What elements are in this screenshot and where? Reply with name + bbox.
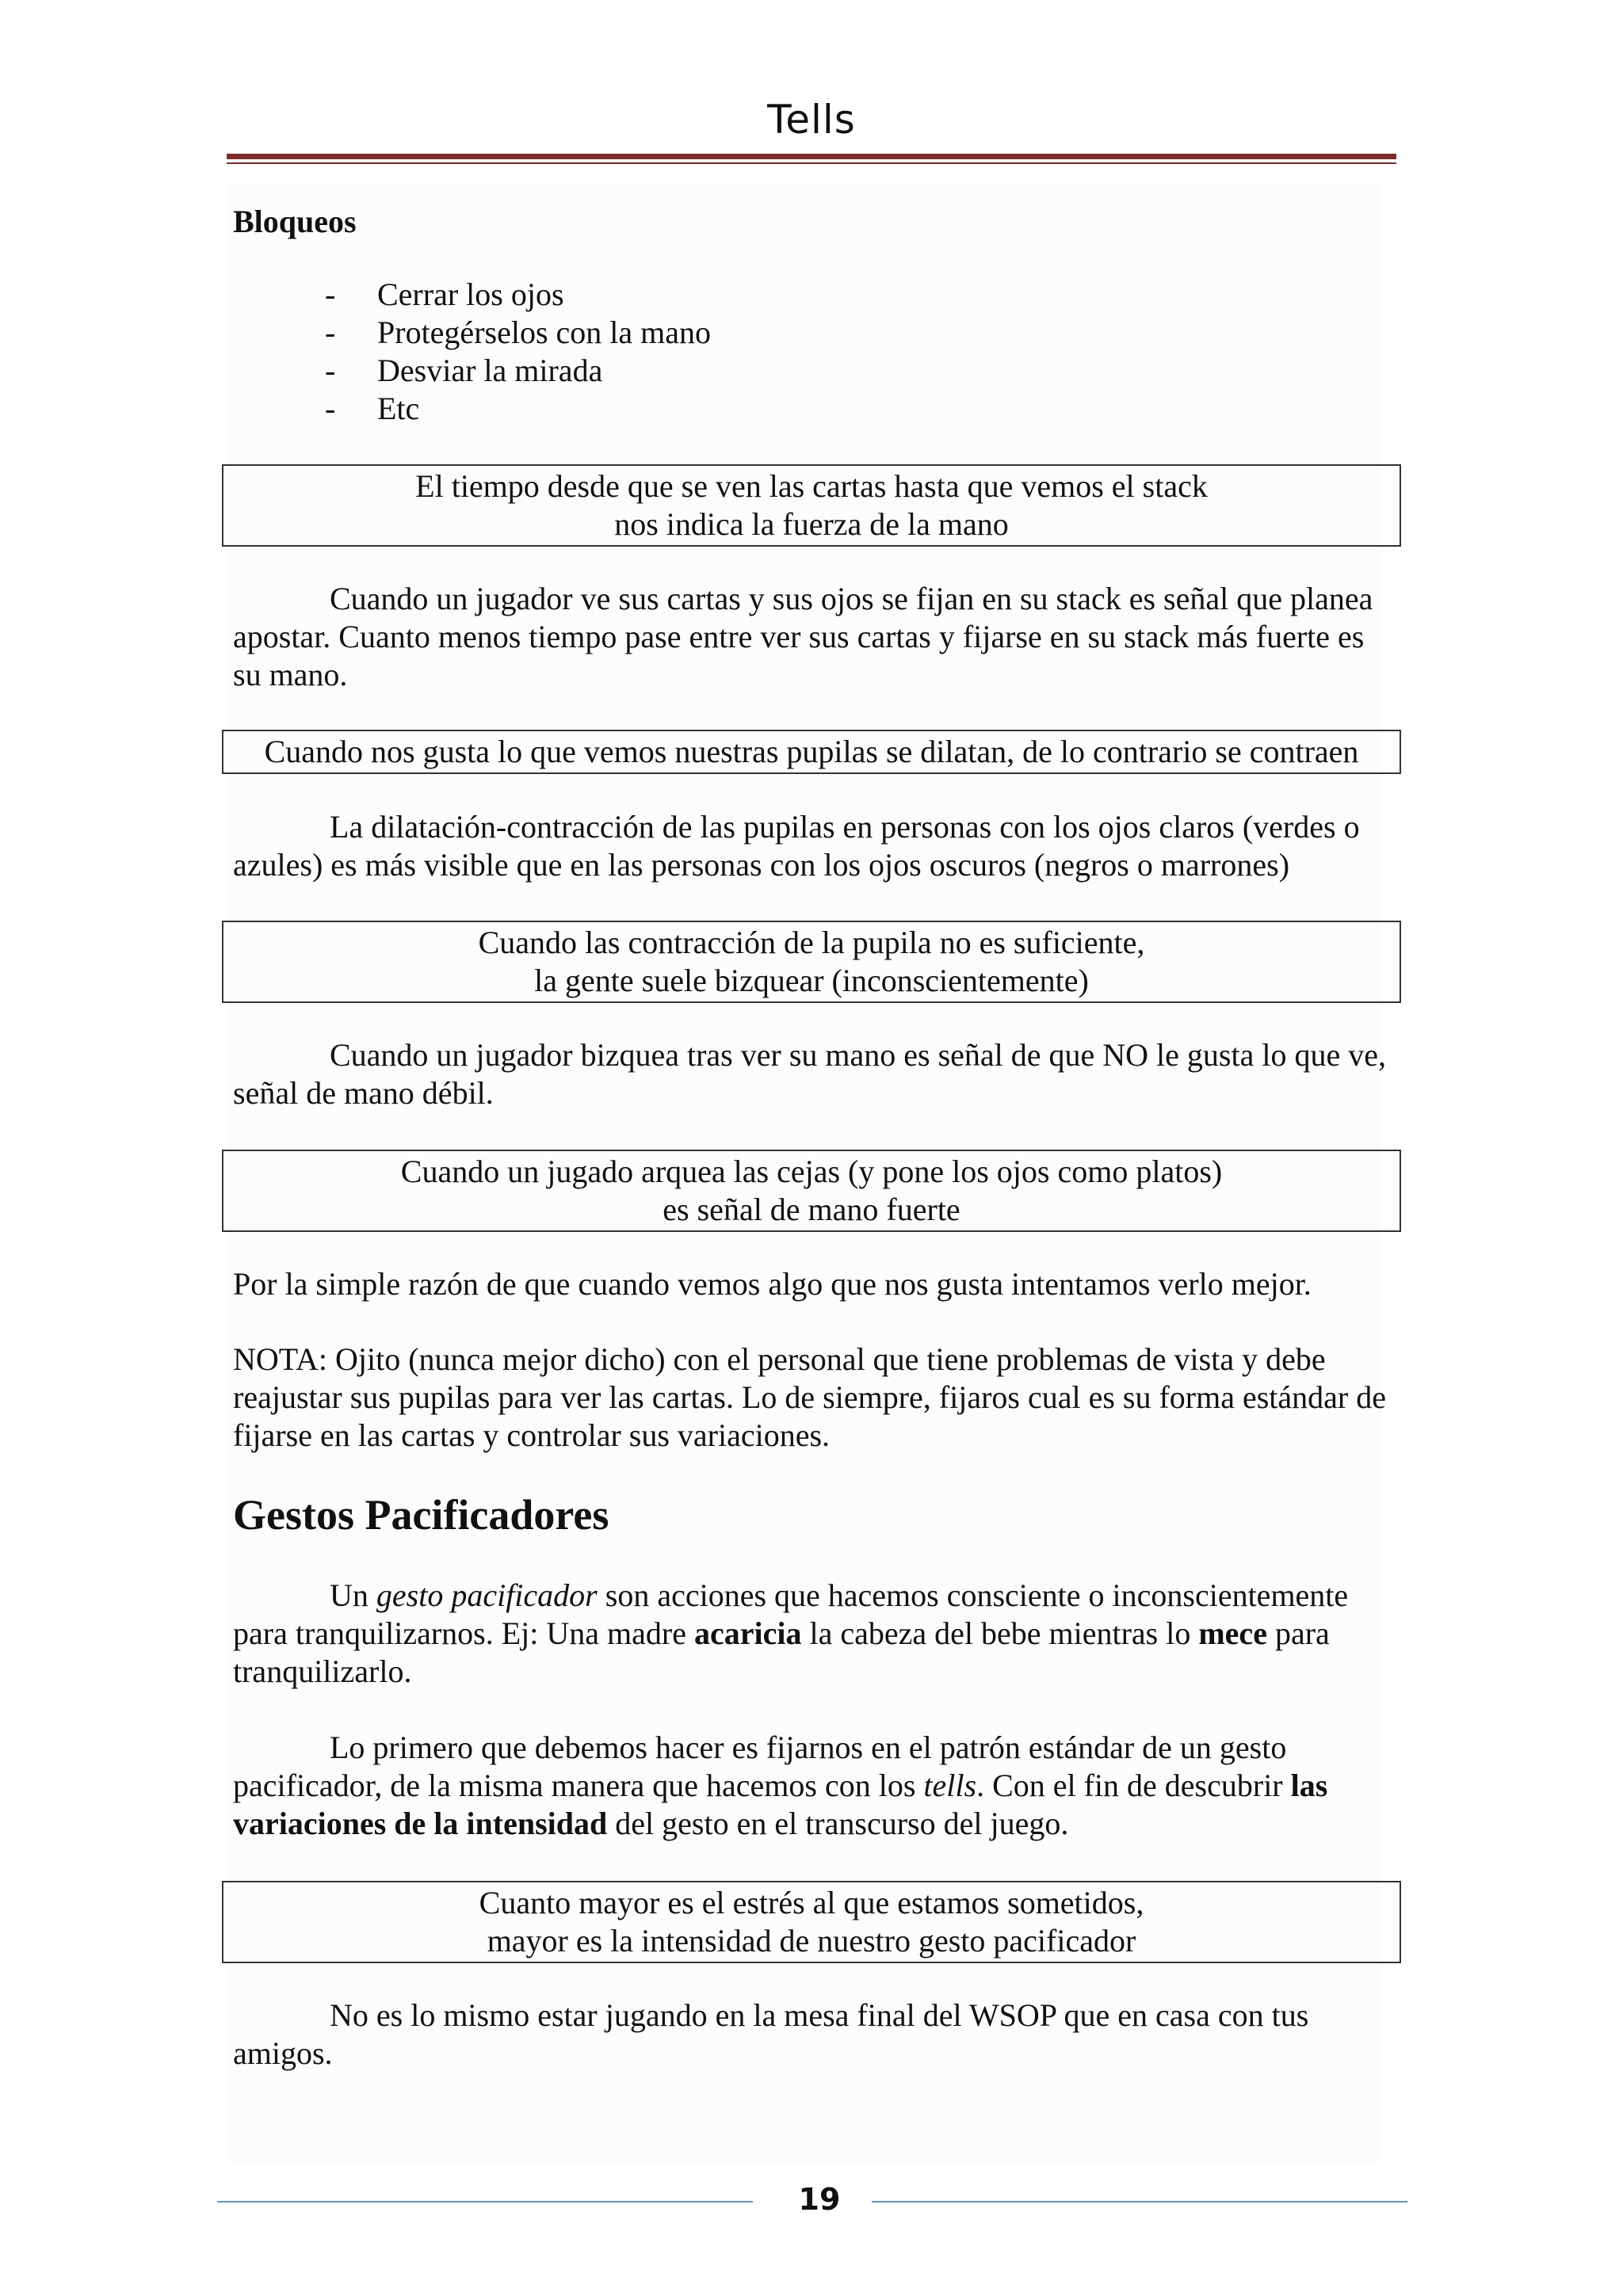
list-item: - Protegérselos con la mano	[325, 315, 711, 350]
page-header-title: Tells	[767, 97, 856, 143]
callout-box-5	[222, 1881, 1401, 1963]
callout-box-1	[222, 464, 1401, 547]
list-item: - Desviar la mirada	[325, 353, 603, 388]
callout-box-5-line-2: mayor es la intensidad de nuestro gesto pacificador	[487, 1923, 1136, 1958]
paragraph-stack-time: Cuando un jugador ve sus cartas y sus ojos se fijan en su stack es señal que planea apostar. Cuanto menos tiempo pase entre ver sus cartas y fijarse en su stack más fuerte es su mano.	[233, 581, 1373, 692]
callout-box-2	[222, 730, 1401, 774]
callout-box-1-line-2: nos indica la fuerza de la mano	[614, 506, 1009, 542]
list-item: - Cerrar los ojos	[325, 277, 564, 312]
paragraph-nota: NOTA: Ojito (nunca mejor dicho) con el personal que tiene problemas de vista y debe reajustar sus pupilas para ver las cartas. Lo de siempre, fijaros cual es su forma estándar de fijarse en las cartas y controlar sus variaciones.	[233, 1341, 1386, 1453]
callout-box-4-line-2: es señal de mano fuerte	[663, 1192, 960, 1227]
page-number: 19	[798, 2182, 841, 2217]
paragraph-gesto-definition: Un gesto pacificador son acciones que hacemos consciente o inconscientemente para tranquilizarnos. Ej: Una madre acaricia la cabeza del bebe mientras lo mece para tranquilizarlo.	[233, 1577, 1349, 1689]
list-item: - Etc	[325, 391, 420, 426]
paragraph-pupils: La dilatación-contracción de las pupilas en personas con los ojos claros (verdes o azules) es más visible que en las personas con los ojos oscuros (negros o marrones)	[233, 809, 1360, 883]
callout-box-1-line-1: El tiempo desde que se ven las cartas hasta que vemos el stack	[415, 468, 1208, 504]
callout-box-3	[222, 921, 1401, 1003]
callout-box-4-line-1: Cuando un jugado arquea las cejas (y pone los ojos como platos)	[400, 1154, 1223, 1189]
paragraph-reason: Por la simple razón de que cuando vemos algo que nos gusta intentamos verlo mejor.	[233, 1266, 1312, 1302]
section-heading-gestos: Gestos Pacificadores	[233, 1491, 609, 1539]
callout-box-3-line-1: Cuando las contracción de la pupila no es suficiente,	[478, 925, 1145, 960]
header-rule-thick	[227, 154, 1396, 159]
callout-box-4	[222, 1150, 1401, 1232]
bloqueos-list	[325, 276, 711, 428]
callout-box-2-line-1: Cuando nos gusta lo que vemos nuestras pupilas se dilatan, de lo contrario se contraen	[264, 734, 1359, 769]
paragraph-wsop: No es lo mismo estar jugando en la mesa final del WSOP que en casa con tus amigos.	[233, 1997, 1309, 2071]
paragraph-squint: Cuando un jugador bizquea tras ver su mano es señal de que NO le gusta lo que ve, señal de mano débil.	[233, 1037, 1386, 1111]
paragraph-gesto-pattern: Lo primero que debemos hacer es fijarnos en el patrón estándar de un gesto pacificador, de la misma manera que hacemos con los tells. Con el fin de descubrir las variaciones de la intensidad del gesto en el transcurso del juego.	[233, 1730, 1328, 1841]
bloqueos-heading: Bloqueos	[233, 204, 357, 239]
header-rule-thin	[227, 162, 1396, 164]
callout-box-5-line-1: Cuanto mayor es el estrés al que estamos sometidos,	[479, 1885, 1144, 1920]
callout-box-3-line-2: la gente suele bizquear (inconscientemente)	[534, 963, 1089, 998]
